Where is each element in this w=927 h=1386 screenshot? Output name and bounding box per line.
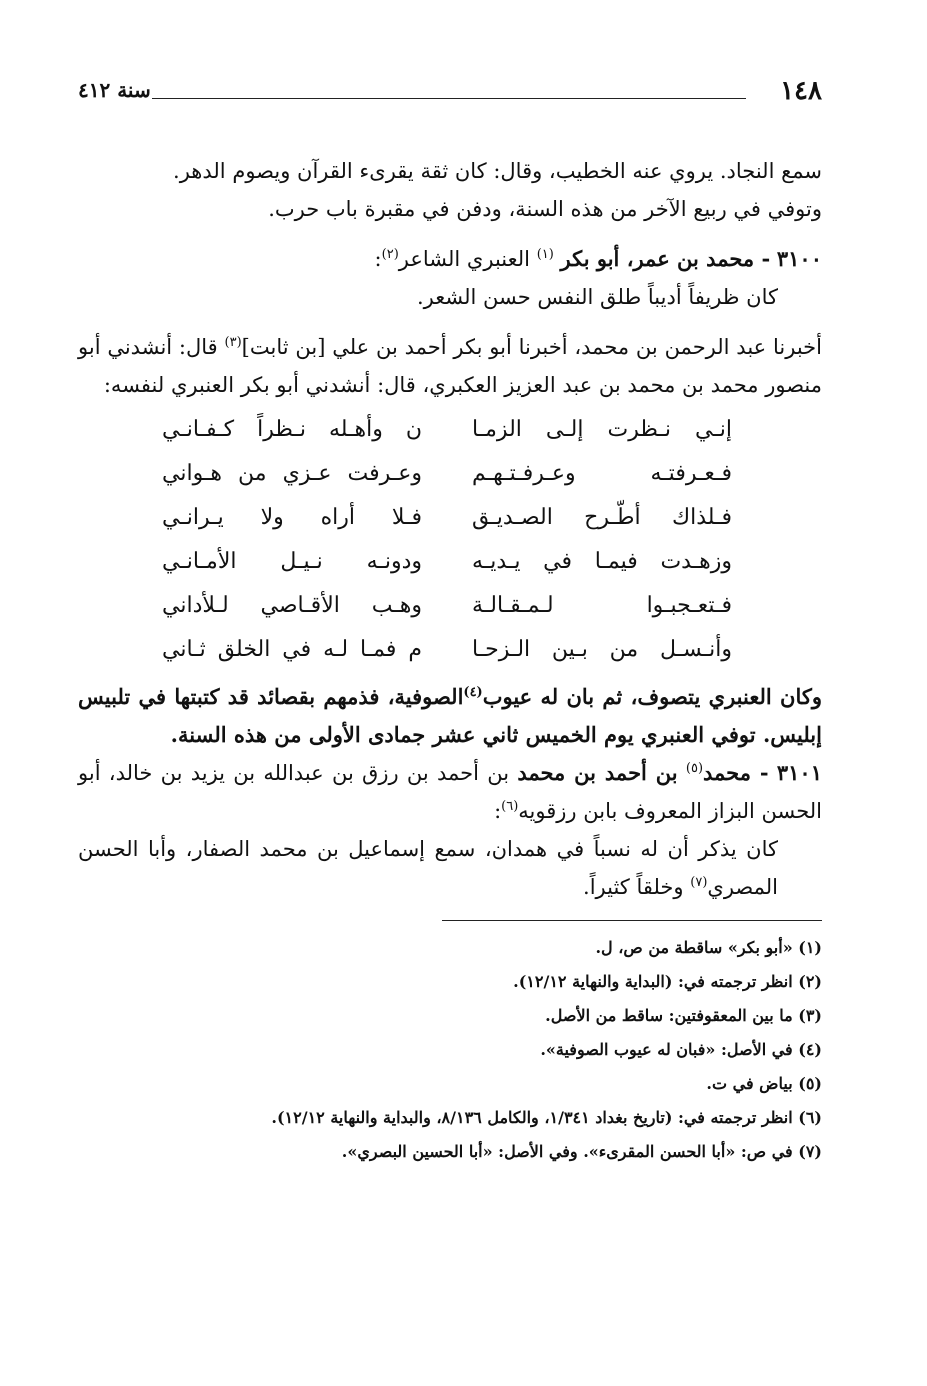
hemistich-right: فـلذاك أطّـرح الصـديـق (472, 505, 732, 530)
hemistich-left: وعـرفت عـزي من هـواني (162, 461, 422, 486)
hemistich-left: ن وأهـله نـظراً كـفـانـي (162, 417, 422, 442)
entry-number: ٣١٠١ (776, 760, 822, 785)
hemistich-left: فـلا أراه ولا يـرانـي (162, 505, 422, 530)
paragraph: سمع النجاد. يروي عنه الخطيب، وقال: كان ثقة يقرىء القرآن ويصوم الدهر. (173, 159, 822, 183)
footnote-ref: (٧) (690, 875, 708, 890)
hemistich-right: إنـي نـظرت إلـى الزمـا (472, 417, 732, 442)
footnote-ref: (٥) (685, 761, 704, 776)
entry-name-rest: بن أحمد بن رزق بن عبدالله بن يزيد بن خالد، أبو الحسن البزاز المعروف بابن رزقويه (78, 761, 822, 823)
poem-verse (78, 408, 822, 452)
footnote: (٣) ما بين المعقوفتين: ساقط من الأصل. (545, 1006, 822, 1025)
footnote-rule (442, 920, 822, 921)
main-text (78, 152, 822, 906)
description-text: وخلقاً كثيراً. (583, 875, 684, 899)
entry-number: ٣١٠٠ (776, 246, 822, 271)
hemistich-right: فـتعـجبـوا لـمـقـالـة (472, 593, 732, 618)
poem-verse (78, 452, 822, 496)
entry-name-rest: العنبري الشاعر (398, 247, 530, 271)
book-page (78, 76, 822, 1316)
isnad-text: أخبرنا عبد الرحمن بن محمد، أخبرنا أبو بكر أحمد بن علي [بن ثابت] (241, 335, 822, 359)
footnote: (٤) في الأصل: «فبان له عيوب الصوفية». (540, 1040, 822, 1059)
header-rule (152, 98, 746, 99)
entry-3101: ٣١٠١ - محمد$^{(٥)}$ بن أحمد بن محمد بن أحمد بن رزق بن عبدالله بن يزيد بن خالد، أبو الحسن البزاز المعروف بابن رزقويه$^{(٦)}$: (78, 760, 822, 823)
footnote: (٧) في ص: «أبا الحسن المقرىء». وفي الأصل: «أبا الحسين البصري». (341, 1142, 822, 1161)
colon: : (374, 247, 382, 271)
entry-3100: ٣١٠٠ - محمد بن عمر، أبو بكر $^{(١)}$ العنبري الشاعر$^{(٢)}$: (374, 246, 822, 271)
footnote-ref: (٤) (463, 685, 483, 700)
isnad-text: قال: أنشدني أبو منصور محمد بن محمد بن عبد العزيز العكبري، قال: أنشدني أبو بكر العنبري لنفسه: (78, 335, 822, 397)
footnote: (٢) انظر ترجمته في: (البداية والنهاية ١٢/١٢). (513, 972, 822, 991)
footnote: (١) «أبو بكر» ساقطة من ص، ل. (595, 938, 822, 957)
paragraph-text: وكان العنبري يتصوف، ثم بان له عيوب (482, 684, 822, 709)
running-header (78, 76, 822, 108)
entry-description (78, 830, 822, 906)
hemistich-right: وأنـسـل من بـين الـزحـا (472, 637, 732, 662)
hemistich-left: وهـب الأقـاصي لـلأداني (162, 593, 422, 618)
paragraph: وتوفي في ربيع الآخر من هذه السنة، ودفن في مقبرة باب حرب. (268, 197, 822, 221)
isnad-paragraph (78, 328, 822, 404)
poem-verse (78, 628, 822, 672)
hemistich-left: ودونـه نـيـل الأمـانـي (162, 549, 422, 574)
spacer (78, 228, 822, 240)
poem-verse (78, 540, 822, 584)
entry-name-cont: بن أحمد بن محمد (517, 760, 678, 785)
footnotes (78, 931, 822, 1169)
footnote-ref: (٢) (381, 247, 399, 262)
footnote-ref: (١) (536, 247, 554, 262)
hemistich-left: م فمـا لـه في الخلق ثـاني (162, 637, 422, 662)
entry-name: محمد بن عمر، أبو بكر (560, 246, 755, 271)
colon: : (494, 799, 502, 823)
poem (78, 408, 822, 672)
footnote: (٦) انظر ترجمته في: (تاريخ بغداد ١/٣٤١، والكامل ٨/١٣٦، والبداية والنهاية ١٢/١٢). (271, 1108, 822, 1127)
footnote-ref: (٣) (224, 335, 242, 350)
spacer (78, 316, 822, 328)
year-label: سنة ٤١٢ (78, 78, 151, 102)
page-number: ١٤٨ (780, 76, 822, 106)
hemistich-right: وزهـدت فيمـا في يـديـه (472, 549, 732, 574)
poem-verse (78, 584, 822, 628)
footnote: (٥) بياض في ت. (706, 1074, 822, 1093)
description-text: كان يذكر أن له نسباً في همدان، سمع إسماعيل بن محمد الصفار، وأبا الحسن المصري (78, 837, 778, 899)
paragraph-text: الصوفية، فذمهم بقصائد قد كتبتها في تلبيس إبليس. توفي العنبري يوم الخميس ثاني عشر جمادى الأولى من هذه السنة. (78, 684, 822, 747)
poem-verse (78, 496, 822, 540)
entry-description: كان ظريفاً أديباً طلق النفس حسن الشعر. (416, 285, 778, 309)
entry-name: محمد (703, 760, 751, 785)
paragraph (78, 678, 822, 754)
footnote-ref: (٦) (501, 799, 519, 814)
hemistich-right: فـعـرفتـه وعـرفـتـهـم (472, 461, 732, 486)
